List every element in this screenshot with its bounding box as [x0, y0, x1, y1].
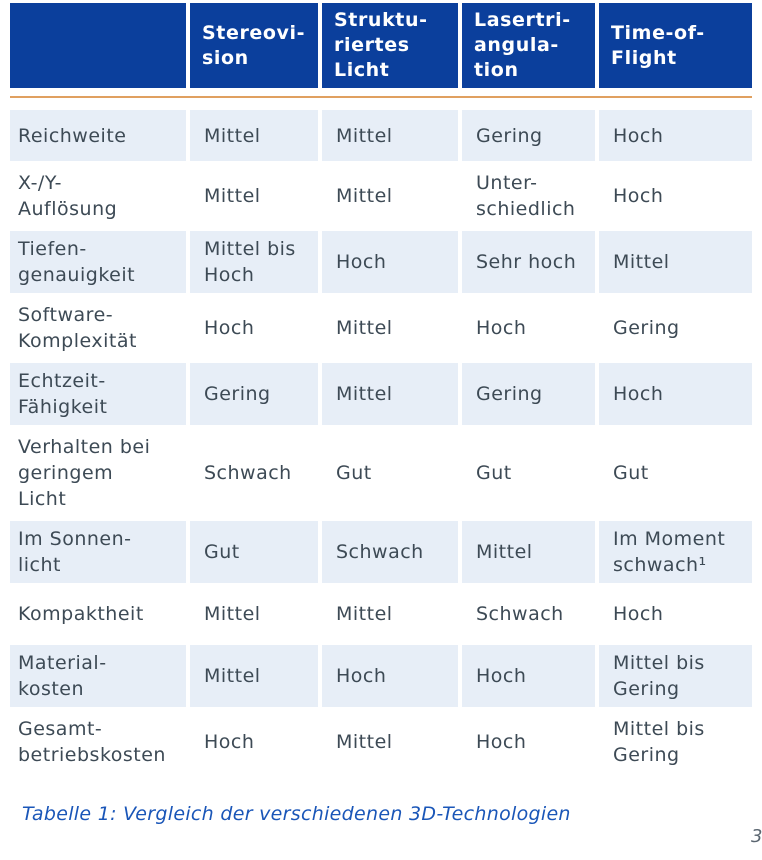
table-cell: Hoch: [599, 363, 752, 425]
table-cell: Gering: [462, 363, 595, 425]
table-cell: Gering: [462, 110, 595, 161]
table-cell: Mittel: [599, 231, 752, 293]
row-label: Material- kosten: [10, 645, 186, 707]
table-cell: Mittel: [336, 731, 393, 753]
table-row: [10, 110, 752, 161]
header-corner-cell: [10, 3, 186, 88]
table-cell: Gut: [476, 462, 512, 484]
table-cell: Gut: [336, 462, 372, 484]
table-cell: Mittel bis Hoch: [190, 231, 318, 293]
row-label: Reichweite: [10, 110, 186, 161]
table-row: [10, 165, 752, 227]
table-cell: Mittel: [322, 110, 458, 161]
table-cell: Gering: [613, 317, 680, 339]
header-stereovision: Stereovi- sion: [190, 3, 318, 88]
table-row: [10, 363, 752, 425]
row-label: Im Sonnen- licht: [10, 521, 186, 583]
table-cell: Schwach: [476, 603, 564, 625]
table-cell: Gering: [190, 363, 318, 425]
table-cell: Mittel: [190, 110, 318, 161]
table-row: [10, 711, 752, 773]
page-number: 3: [751, 826, 762, 847]
table-cell: Schwach: [322, 521, 458, 583]
table-row: [10, 587, 752, 641]
table-cell: Hoch: [599, 110, 752, 161]
table-cell: Gut: [613, 462, 649, 484]
table-cell: Hoch: [613, 185, 664, 207]
table-cell: Hoch: [462, 645, 595, 707]
table-cell: Mittel bis Gering: [613, 718, 705, 766]
table-caption: Tabelle 1: Vergleich der verschiedenen 3D-Technologien: [22, 803, 571, 825]
table-cell: Hoch: [322, 231, 458, 293]
table-header-row: [10, 3, 752, 88]
table-cell: Mittel bis Gering: [599, 645, 752, 707]
header-lasertriangulation: Lasertri- angula- tion: [462, 3, 595, 88]
table-cell: Hoch: [204, 317, 255, 339]
table-cell: Mittel: [462, 521, 595, 583]
comparison-table: [10, 3, 752, 777]
header-time-of-flight: Time-of- Flight: [599, 3, 752, 88]
table-row: [10, 231, 752, 293]
header-divider: [10, 96, 752, 98]
table-cell: Hoch: [204, 731, 255, 753]
table-row: [10, 521, 752, 583]
table-cell: Hoch: [476, 731, 527, 753]
table-row: [10, 429, 752, 517]
table-cell: Unter- schiedlich: [476, 172, 576, 220]
table-cell: Im Moment schwach¹: [599, 521, 752, 583]
row-label: Tiefen- genauigkeit: [10, 231, 186, 293]
table-cell: Mittel: [322, 363, 458, 425]
row-label: X-/Y- Auflösung: [18, 172, 118, 220]
table-cell: Mittel: [336, 317, 393, 339]
table-cell: Mittel: [336, 185, 393, 207]
row-label: Kompaktheit: [18, 603, 144, 625]
table-cell: Mittel: [336, 603, 393, 625]
table-row: [10, 297, 752, 359]
table-cell: Sehr hoch: [462, 231, 595, 293]
row-label: Verhalten bei geringem Licht: [18, 436, 151, 510]
table-cell: Schwach: [204, 462, 292, 484]
table-cell: Hoch: [322, 645, 458, 707]
table-cell: Mittel: [204, 603, 261, 625]
table-row: [10, 645, 752, 707]
table-cell: Hoch: [476, 317, 527, 339]
row-label: Software- Komplexität: [18, 304, 137, 352]
table-cell: Mittel: [190, 645, 318, 707]
table-cell: Mittel: [204, 185, 261, 207]
row-label: Echtzeit- Fähigkeit: [10, 363, 186, 425]
row-label: Gesamt- betriebskosten: [18, 718, 166, 766]
table-cell: Gut: [190, 521, 318, 583]
header-strukturiertes-licht: Struktu- riertes Licht: [322, 3, 458, 88]
table-cell: Hoch: [613, 603, 664, 625]
